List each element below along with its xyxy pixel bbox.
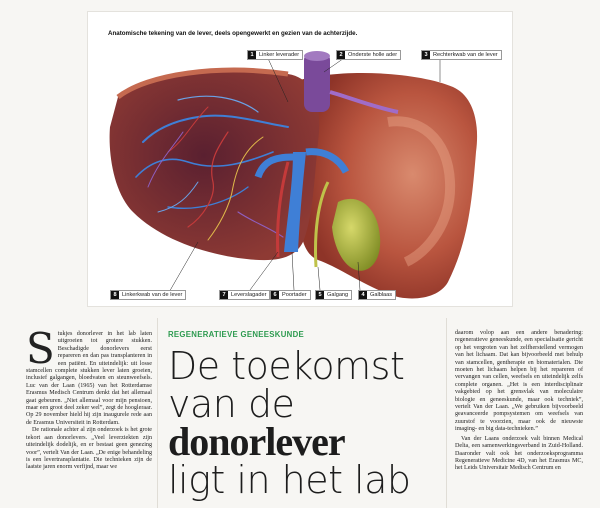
section-kicker: REGENERATIEVE GENEESKUNDE (168, 330, 305, 339)
drop-cap: S (26, 324, 55, 373)
article-header (168, 330, 438, 502)
headline (168, 344, 438, 502)
callout-number: 1 (248, 51, 256, 59)
headline-line: van de (168, 382, 295, 426)
article-right-column (455, 330, 583, 475)
figure-caption: Anatomische tekening van de lever, deels opengewerkt en gezien van de achterzijde. (108, 30, 358, 37)
callout-bile-duct (315, 290, 352, 300)
callout-number: 5 (316, 291, 324, 299)
callout-label: Linkerkwab van de lever (122, 292, 183, 298)
callout-gallbladder (358, 290, 396, 300)
callout-portal-vein (270, 290, 311, 300)
callout-hepatic-artery (219, 290, 270, 300)
column-divider (157, 318, 158, 508)
callout-right-lobe (421, 50, 502, 60)
callout-number: 4 (359, 291, 367, 299)
callout-left-lobe (110, 290, 186, 300)
callout-number: 7 (220, 291, 228, 299)
article-left-column (26, 324, 152, 472)
headline-line: De toekomst (168, 344, 405, 388)
callout-label: Leverslagader (231, 292, 267, 298)
callout-number: 8 (111, 291, 119, 299)
headline-line-bold: donorlever (168, 419, 345, 464)
callout-label: Onderste holle ader (348, 52, 398, 58)
paragraph: Van der Laans onderzoek valt binnen Medical Delta, een samenwerkingsverband in Zuid-Holland. Daaronder valt ook het onderzoeksprogramma Regeneratieve Medicine 4D, van het Erasmus MC, het Leids Universitair Medisch Centrum en (455, 435, 583, 472)
callout-label: Galblaas (370, 292, 393, 298)
callout-label: Galgang (327, 292, 349, 298)
callout-inferior-vena-cava (336, 50, 401, 60)
callout-number: 3 (422, 51, 430, 59)
callout-number: 2 (337, 51, 345, 59)
callout-label: Linker leverader (259, 52, 300, 58)
callout-left-hepatic-vein (247, 50, 303, 60)
paragraph: De rationale achter al zijn onderzoek is het grote tekort aan donorlevers. „Veel leverziekten zijn uiteindelijk dodelijk, en er bestaat geen genezing voor”, vertelt Van der Laan. „De enige behandeling is een levertransplantatie. Die technieken zijn de laatste jaren enorm verfijnd, maar we (26, 427, 152, 471)
headline-line: ligt in het lab (168, 458, 411, 502)
callout-number: 6 (271, 291, 279, 299)
column-divider (446, 318, 447, 508)
callout-label: Poortader (282, 292, 307, 298)
paragraph: daarom volop aan een andere benadering: regeneratieve geneeskunde, een specialisatie gericht op het vergroten van het zelfherstellend vermogen van het lichaam. Dat kan bijvoorbeeld met behulp van stamcellen, gentherapie en biomaterialen. Die moeten het lichaam helpen bij het repareren of vervangen van cellen, weefsels en uiteindelijk zelfs complete organen. „Het is een interdisciplinair vakgebied op het grensvlak van moleculaire biologie en geneeskunde, maar ook techniek”, vertelt Van der Laan. „We gebruiken bijvoorbeeld geavanceerde pompsystemen om weefsels van zuurstof te voorzien, maar ook de nieuwste imaging- en big data-technieken.” (455, 330, 583, 433)
callout-label: Rechterkwab van de lever (433, 52, 498, 58)
paragraph: tukjes donorlever in het lab laten uitgroeien tot grotere stukken. Beschadigde donorlevers eerst repareren en dan pas transplanteren in een patiënt. En uiteindelijk: uit losse stamcellen complete stukken lever laten groeien, inclusief galgangen, bloedvaten en steunweefsels. Luc van der Laan (1965) van het Rotterdamse Erasmus Medisch Centrum denkt dat het allemaal gaat gebeuren. „Niet allemaal voor mijn pensioen, maar een groot deel zeker wel”, zegt de hoogleraar. Op 29 november hield hij zijn inaugurele rede aan de Erasmus Universiteit in Rotterdam. (26, 331, 152, 426)
